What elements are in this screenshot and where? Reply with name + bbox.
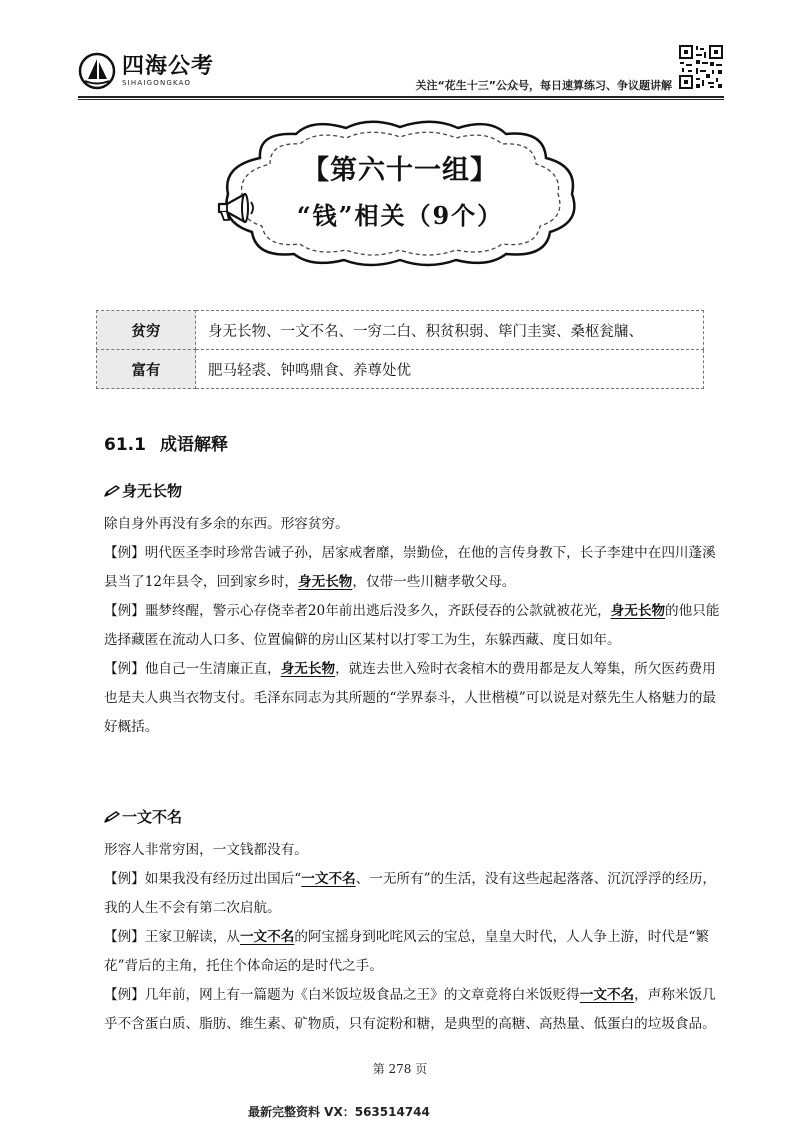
- brand-logo: [78, 52, 214, 90]
- example-paragraph: [104, 923, 724, 981]
- table-category: 富有: [97, 350, 196, 389]
- example-paragraph: [104, 539, 724, 597]
- section-heading: [104, 430, 228, 455]
- group-subtitle: “钱”相关（9个）: [296, 201, 504, 230]
- idiom-definition: 除自身外再没有多余的东西。形容贫穷。: [104, 516, 349, 532]
- idiom-keyword: 一文不名: [301, 871, 356, 887]
- example-paragraph: [104, 981, 724, 1039]
- example-text: 、一无所有”的生活，没有这些起起落落、沉沉浮浮的经历，我的人生不会有第二次启航。: [104, 871, 717, 916]
- table-row: [97, 350, 704, 389]
- table-items: 身无长物、一文不名、一穷二白、积贫积弱、筚门圭窦、桑枢瓮牖、: [196, 311, 704, 350]
- idiom-heading: [104, 480, 182, 501]
- idiom-body: [104, 836, 724, 1039]
- group-title: 【第六十一组】: [302, 155, 498, 186]
- example-text: ，仅带一些川糖孝敬父母。: [352, 574, 516, 590]
- section-title: 成语解释: [159, 435, 228, 455]
- example-text: 【例】如果我没有经历过出国后“: [104, 871, 302, 887]
- table-category: 贫穷: [97, 311, 196, 350]
- idiom-keyword: 身无长物: [610, 603, 666, 619]
- idiom-name: 身无长物: [122, 482, 183, 500]
- idiom-keyword: 身无长物: [280, 661, 336, 677]
- megaphone-icon: [215, 190, 261, 224]
- idiom-summary-table: [96, 310, 704, 389]
- idiom-keyword: 一文不名: [579, 987, 635, 1003]
- header-rule: [78, 96, 724, 98]
- example-text: ，声称米饭几乎不含蛋白质、脂肪、维生素、矿物质，只有淀粉和糖，是典型的高糖、高热量、低蛋白的垃圾食品。: [104, 987, 716, 1032]
- idiom-body: [104, 510, 724, 742]
- page-header: [0, 0, 800, 100]
- header-slogan: 关注“花生十三”公众号，每日速算练习、争议题讲解: [415, 79, 672, 92]
- idiom-definition: 形容人非常穷困，一文钱都没有。: [104, 842, 308, 858]
- idiom-keyword: 身无长物: [298, 574, 353, 590]
- example-text: 【例】噩梦终醒，警示心存侥幸者20年前出逃后没多久，齐跃侵吞的公款就被花光，: [104, 603, 611, 619]
- example-text: 【例】几年前，网上有一篇题为《白米饭垃圾食品之王》的文章竟将白米饭贬得: [104, 987, 580, 1003]
- qr-code-icon: [678, 44, 724, 90]
- sailboat-logo-icon: [78, 52, 116, 90]
- example-text: 的阿宝摇身到叱咤风云的宝总，皇皇大时代，人人争上游，时代是“繁花”背后的主角，托住个体命运的是时代之手。: [104, 929, 710, 974]
- example-text: 的他只能选择藏匿在流动人口多、位置偏僻的房山区某村以打零工为生，东躲西藏、度日如年。: [104, 603, 720, 648]
- section-number: 61.1: [104, 435, 146, 455]
- example-paragraph: [104, 865, 724, 923]
- pencil-icon: [104, 485, 120, 497]
- pencil-icon: [104, 811, 120, 823]
- logo-chinese-name: 四海公考: [122, 54, 215, 79]
- table-row: [97, 311, 704, 350]
- example-text: 【例】明代医圣李时珍常告诫子孙，居家戒奢靡，崇勤俭，在他的言传身教下，长子李建中在四川蓬溪县当了12年县令，回到家乡时，: [104, 545, 716, 590]
- idiom-heading: [104, 806, 182, 827]
- example-paragraph: [104, 655, 724, 742]
- example-text: 【例】王家卫解读，从: [104, 929, 240, 945]
- idiom-keyword: 一文不名: [239, 929, 295, 945]
- logo-english-name: SIHAIGONGKAO: [122, 79, 192, 87]
- example-text: ，就连去世入殓时衣衾棺木的费用都是友人筹集，所欠医药费用也是夫人典当衣物支付。毛泽东同志为其所题的“学界泰斗，人世楷模”可以说是对蔡先生人格魅力的最好概括。: [104, 661, 717, 735]
- footer-contact: 最新完整资料 VX：563514744: [248, 1105, 430, 1119]
- example-paragraph: [104, 597, 724, 655]
- page-number: 第 278 页: [372, 1062, 428, 1076]
- header-rule-thin: [78, 99, 724, 100]
- table-items: 肥马轻裘、钟鸣鼎食、养尊处优: [196, 350, 704, 389]
- example-text: 【例】他自己一生清廉正直，: [104, 661, 281, 677]
- idiom-name: 一文不名: [122, 808, 183, 826]
